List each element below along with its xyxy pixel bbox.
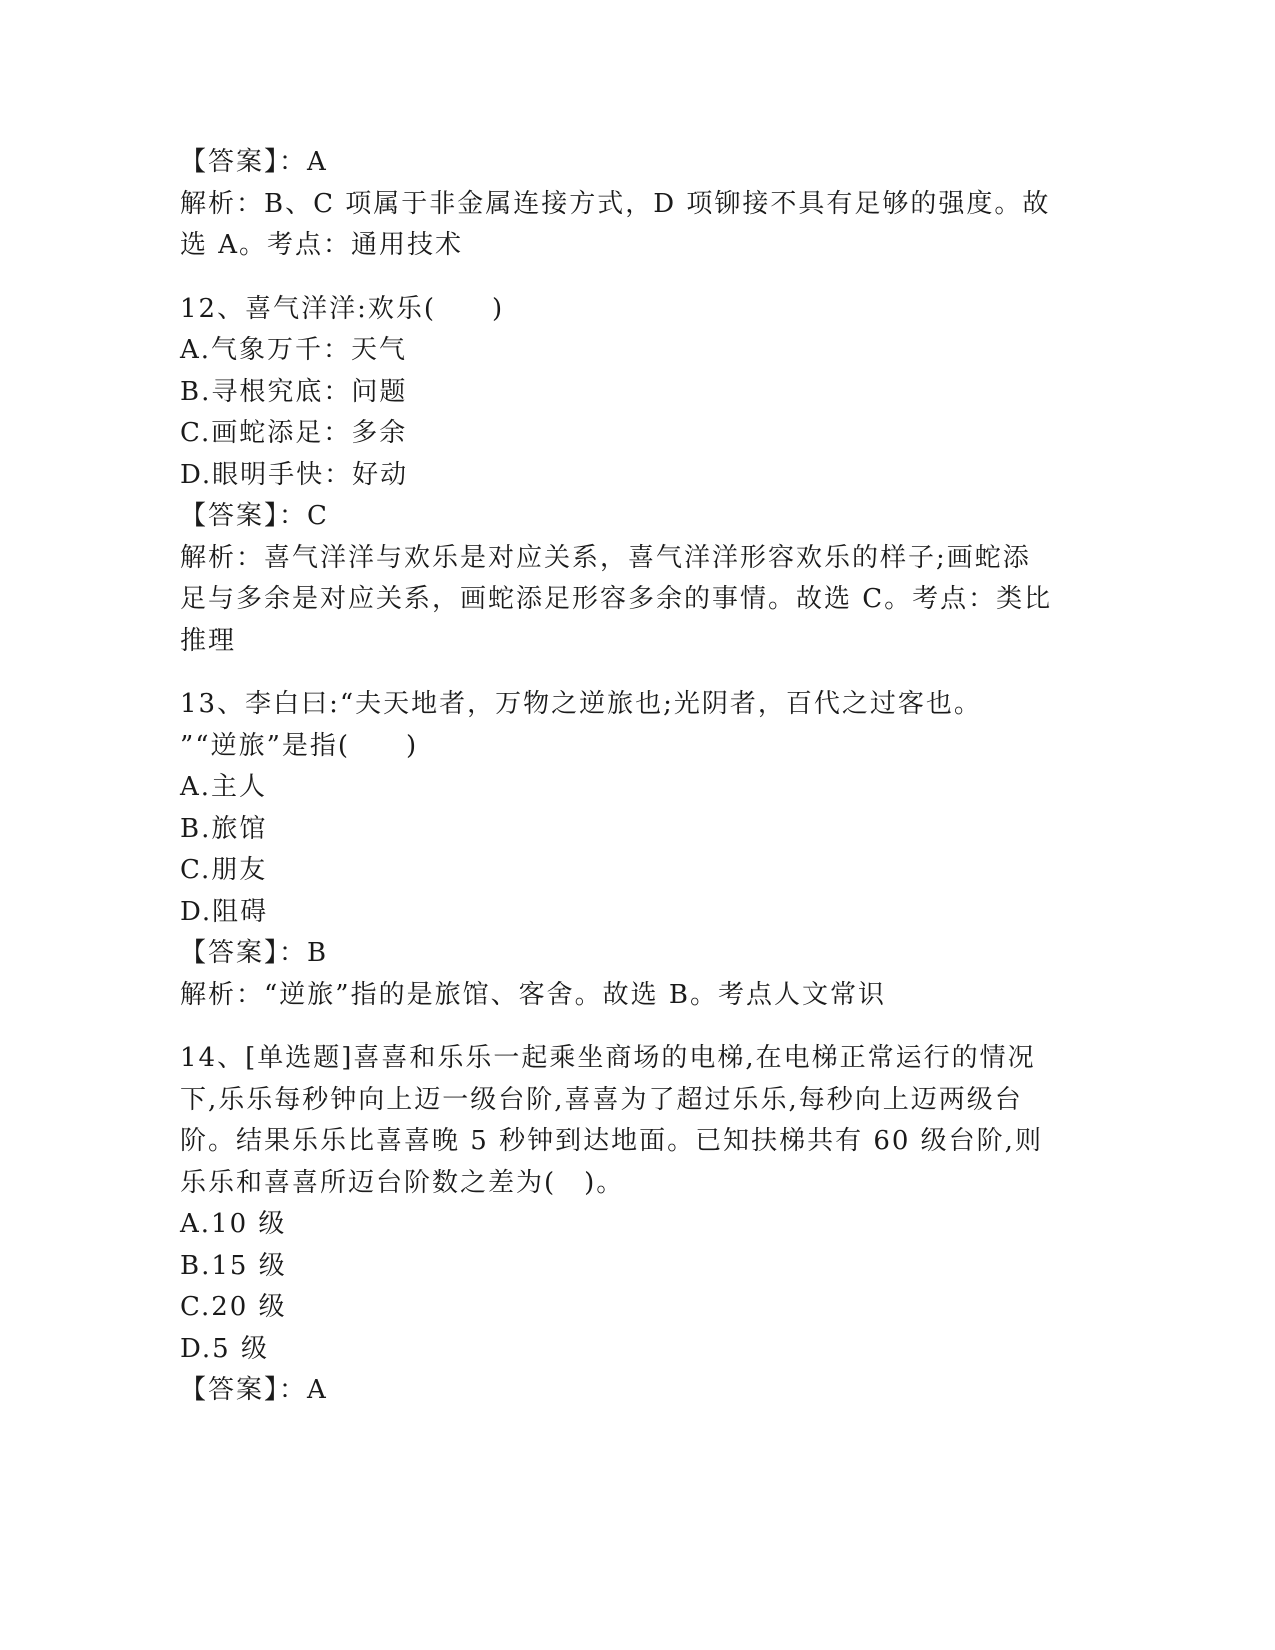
answer-line: 【答案】：B: [180, 938, 329, 968]
option-b: B.15 级: [180, 1250, 287, 1281]
analysis-line: 解析：“逆旅”指的是旅馆、客舍。故选 B。考点人文常识: [180, 979, 886, 1010]
question-13-block: [180, 684, 1060, 1016]
analysis-line: 解析：喜气洋洋与欢乐是对应关系，喜气洋洋形容欢乐的样子;画蛇添: [180, 542, 1031, 573]
option-d: D.阻碍: [180, 896, 269, 927]
answer-line: 【答案】：A: [180, 147, 328, 177]
option-a: A.10 级: [180, 1209, 287, 1239]
option-c: C.朋友: [180, 855, 268, 885]
question-stem: 12、喜气洋洋:欢乐( ): [180, 293, 505, 324]
analysis-line: 选 A。考点：通用技术: [180, 230, 464, 260]
option-d: D.眼明手快：好动: [180, 459, 409, 490]
option-c: C.画蛇添足：多余: [180, 418, 408, 448]
question-stem: ”“逆旅”是指( ): [180, 730, 419, 761]
analysis-line: 足与多余是对应关系，画蛇添足形容多余的事情。故选 C。考点：类比: [180, 584, 1053, 614]
question-stem: 乐乐和喜喜所迈台阶数之差为( )。: [180, 1167, 625, 1198]
document-content: [180, 142, 1060, 1412]
analysis-line: 解析：B、C 项属于非金属连接方式，D 项铆接不具有足够的强度。故: [180, 188, 1051, 219]
question-stem: 13、李白曰:“夫天地者，万物之逆旅也;光阴者，百代之过客也。: [180, 689, 982, 719]
question-stem: 14、[单选题]喜喜和乐乐一起乘坐商场的电梯,在电梯正常运行的情况: [180, 1043, 1036, 1073]
analysis-line: 推理: [180, 625, 237, 656]
option-b: B.寻根究底：问题: [180, 376, 408, 407]
question-14-block: [180, 1038, 1060, 1412]
question-stem: 阶。结果乐乐比喜喜晚 5 秒钟到达地面。已知扶梯共有 60 级台阶,则: [180, 1126, 1043, 1156]
question-stem: 下,乐乐每秒钟向上迈一级台阶,喜喜为了超过乐乐,每秒向上迈两级台: [180, 1084, 1023, 1115]
option-b: B.旅馆: [180, 813, 268, 844]
option-a: A.气象万千：天气: [180, 335, 408, 365]
answer-line: 【答案】：A: [180, 1375, 328, 1405]
answer-line: 【答案】：C: [180, 501, 329, 531]
option-a: A.主人: [180, 772, 268, 802]
question-11-block: [180, 142, 1060, 267]
question-12-block: [180, 289, 1060, 663]
option-c: C.20 级: [180, 1292, 287, 1322]
option-d: D.5 级: [180, 1333, 269, 1364]
